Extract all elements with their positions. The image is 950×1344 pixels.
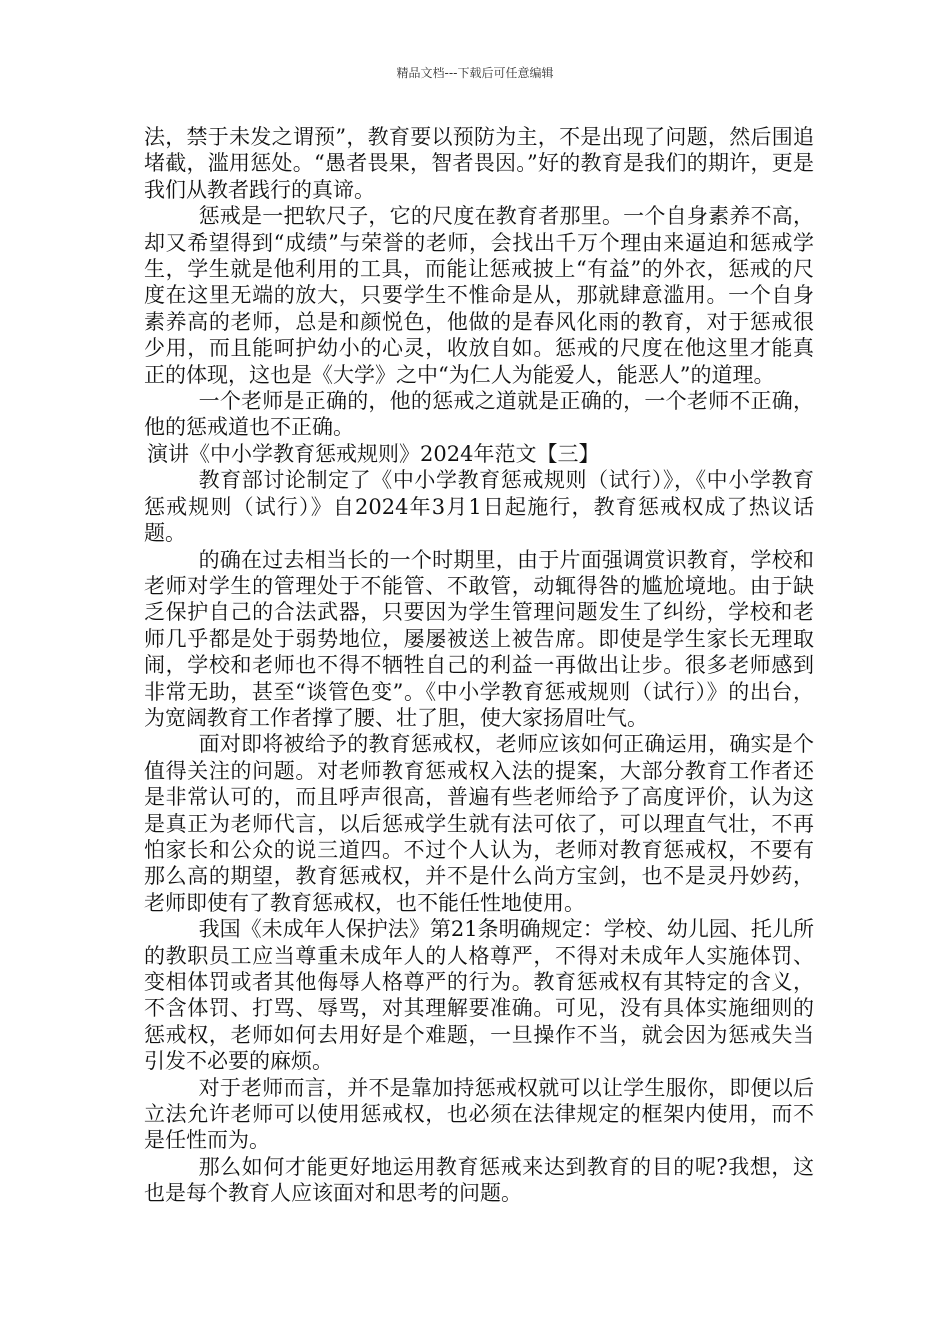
paragraph: 我国《未成年人保护法》第21条明确规定：学校、幼儿园、托儿所的教职员工应当尊重未成年人的人格尊严，不得对未成年人实施体罚、变相体罚或者其他侮辱人格尊严的行为。教育惩戒权有其特定的含义，不含体罚、打骂、辱骂，对其理解要准确。可见，没有具体实施细则的惩戒权，老师如何去用好是个难题，一旦操作不当，就会因为惩戒失当引发不必要的麻烦。 [144,917,814,1074]
paragraph: 对于老师而言，并不是靠加持惩戒权就可以让学生服你，即便以后立法允许老师可以使用惩戒权，也必须在法律规定的框架内使用，而不是任性而为。 [144,1075,814,1153]
section-heading: 演讲《中小学教育惩戒规则》2024年范文【三】 [147,441,600,466]
page-header: 精品文档---下载后可任意编辑 [396,66,554,80]
paragraph: 一个老师是正确的，他的惩戒之道就是正确的，一个老师不正确，他的惩戒道也不正确。 [144,389,814,440]
paragraph: 教育部讨论制定了《中小学教育惩戒规则（试行）》，《中小学教育惩戒规则（试行）》自2024年3月1日起施行，教育惩戒权成了热议话题。 [144,468,814,546]
paragraph: 的确在过去相当长的一个时期里，由于片面强调赏识教育，学校和老师对学生的管理处于不能管、不敢管，动辄得咎的尴尬境地。由于缺乏保护自己的合法武器，只要因为学生管理问题发生了纠纷，学校和老师几乎都是处于弱势地位，屡屡被送上被告席。即使是学生家长无理取闹，学校和老师也不得不牺牲自己的利益一再做出让步。很多老师感到非常无助，甚至“谈管色变”。《中小学教育惩戒规则（试行）》的出台，为宽阔教育工作者撑了腰、壮了胆，使大家扬眉吐气。 [144,547,814,730]
paragraph: 法，禁于未发之谓预”，教育要以预防为主，不是出现了问题，然后围追堵截，滥用惩处。“愚者畏果，智者畏因。”好的教育是我们的期许，更是我们从教者践行的真谛。 [144,125,814,202]
document-body [144,124,814,1207]
paragraph: 那么如何才能更好地运用教育惩戒来达到教育的目的呢?我想，这也是每个教育人应该面对和思考的问题。 [144,1154,814,1206]
paragraph: 面对即将被给予的教育惩戒权，老师应该如何正确运用，确实是个值得关注的问题。对老师教育惩戒权入法的提案，大部分教育工作者还是非常认可的，而且呼声很高，普遍有些老师给予了高度评价，认为这是真正为老师代言，以后惩戒学生就有法可依了，可以理直气壮，不再怕家长和公众的说三道四。不过个人认为，老师对教育惩戒权，不要有那么高的期望，教育惩戒权，并不是什么尚方宝剑，也不是灵丹妙药，老师即使有了教育惩戒权，也不能任性地使用。 [144,732,814,915]
paragraph: 惩戒是一把软尺子，它的尺度在教育者那里。一个自身素养不高，却又希望得到“成绩”与荣誉的老师，会找出千万个理由来逼迫和惩戒学生，学生就是他利用的工具，而能让惩戒披上“有益”的外衣，惩戒的尺度在这里无端的放大，只要学生不惟命是从，那就肆意滥用。一个自身素养高的老师，总是和颜悦色，他做的是春风化雨的教育，对于惩戒很少用，而且能呵护幼小的心灵，收放自如。惩戒的尺度在他这里才能真正的体现，这也是《大学》之中“为仁人为能爱人，能恶人”的道理。 [144,204,814,387]
